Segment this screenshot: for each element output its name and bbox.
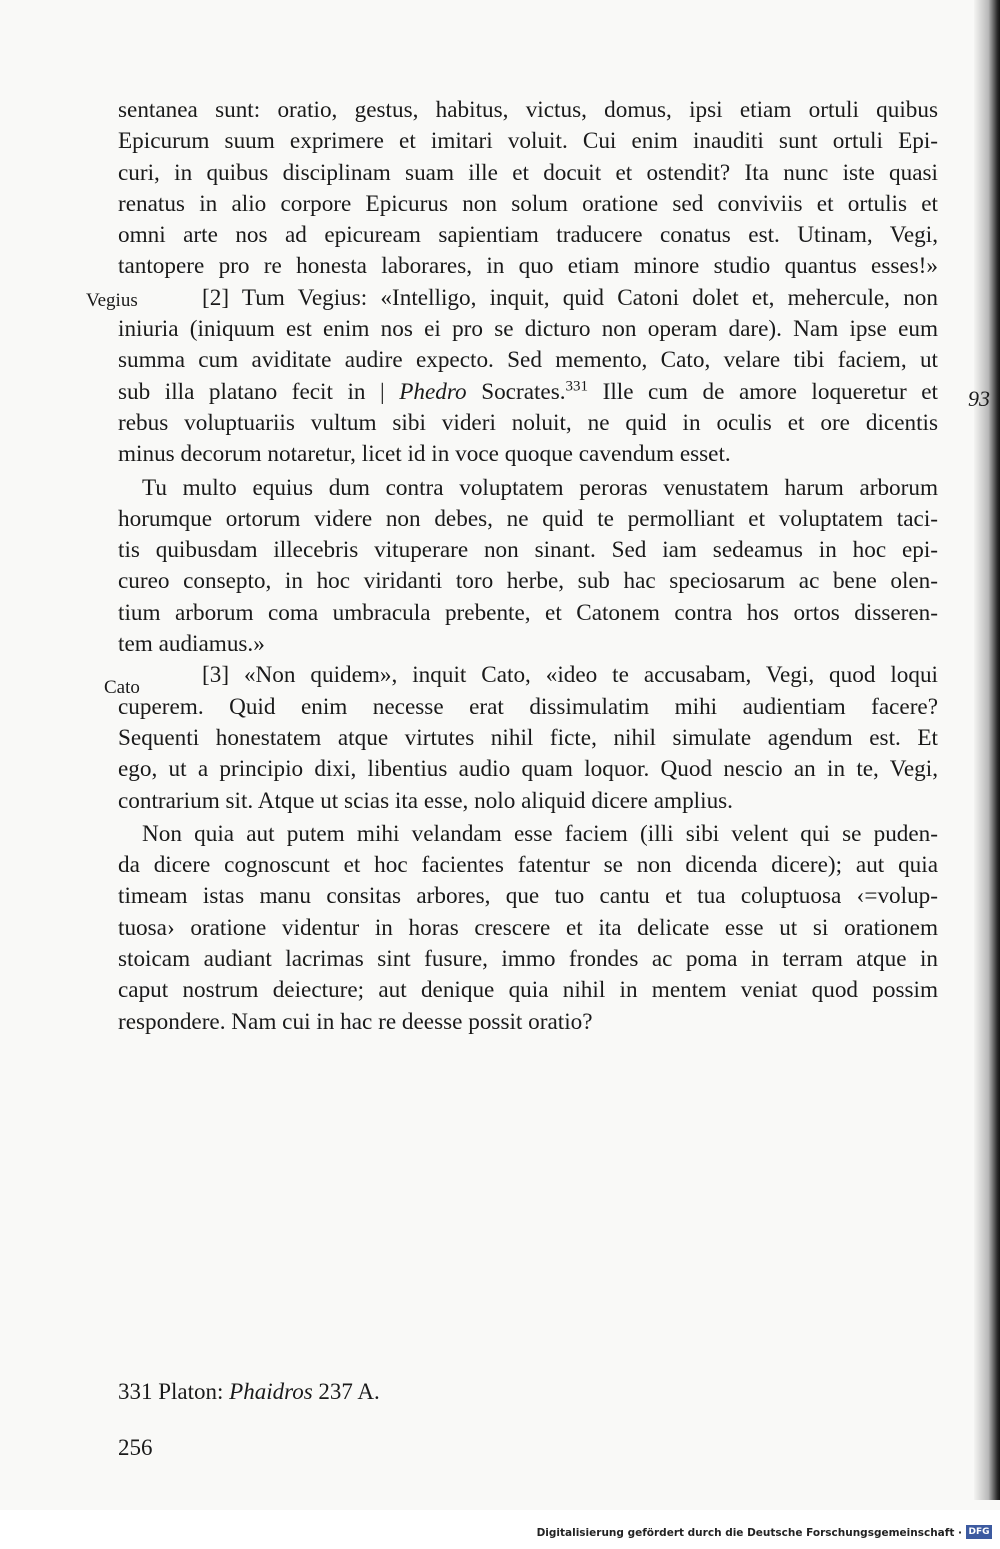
text-line: timeam istas manu consitas arbores, que tuo cantu et tua coluptuosa ‹=volup- — [118, 883, 938, 910]
text-line — [118, 377, 938, 408]
text-line: stoicam audiant lacrimas sint fusure, immo frondes ac poma in terram atque in — [118, 946, 938, 973]
margin-page-number: 93 — [968, 386, 990, 411]
text-line: Non quia aut putem mihi velandam esse faciem (illi sibi velent qui se puden- — [142, 820, 938, 847]
paragraph-1 — [118, 95, 938, 283]
text-line: cuperem. Quid enim necesse erat dissimulatim mihi audientiam facere? — [118, 693, 938, 720]
paragraph-2 — [118, 283, 938, 471]
digitization-credit: Digitalisierung gefördert durch die Deutsche Forschungsgemeinschaft · — [536, 1527, 962, 1539]
footnote — [118, 1379, 380, 1405]
text-line: Sequenti honestatem atque virtutes nihil ficte, nihil simulate agendum est. Et — [118, 724, 938, 751]
text-line: Epicurum suum exprimere et imitari voluit. Cui enim inauditi sunt ortuli Epi- — [118, 128, 938, 155]
main-text — [118, 95, 938, 1038]
text-line: [2] Tum Vegius: «Intelligo, inquit, quid Catoni dolet et, mehercule, non — [202, 284, 938, 311]
text-line: caput nostrum deiecture; aut denique quia nihil in mentem veniat quod possim — [118, 977, 938, 1004]
text-line: omni arte nos ad epicuream sapientiam traducere conatus est. Utinam, Vegi, — [118, 222, 938, 249]
text-line: Tu multo equius dum contra voluptatem peroras venustatem harum arborum — [142, 474, 938, 501]
paragraph-3 — [118, 473, 938, 661]
text-line: tium arborum coma umbracula prebente, et Catonem contra hos ortos disseren- — [118, 599, 938, 626]
text-line: summa cum aviditate audire expecto. Sed memento, Cato, velare tibi faciem, ut — [118, 347, 938, 374]
text-line: horumque ortorum videre non debes, ne quid te permolliant et voluptatem taci- — [118, 505, 938, 532]
page-edge-shadow — [974, 0, 1000, 1500]
speaker-label-vegius: Vegius — [86, 290, 138, 311]
text-line: tuosa› oratione videntur in horas crescere et ita delicate esse ut si orationem — [118, 914, 938, 941]
text-line: curi, in quibus disciplinam suam ille et docuit et ostendit? Ita nunc iste quasi — [118, 159, 938, 186]
text-line: tantopere pro re honesta laborares, in quo etiam minore studio quantus esses!» — [118, 253, 938, 280]
text-fragment: sub illa platano fecit in | — [118, 378, 400, 405]
text-line: contrarium sit. Atque ut scias ita esse, nolo aliquid dicere amplius. — [118, 787, 733, 814]
footnote-ref: 331 — [565, 377, 589, 394]
speaker-label-cato: Cato — [104, 677, 140, 698]
text-line: renatus in alio corpore Epicurus non solum oratione sed conviviis et ortulis et — [118, 190, 938, 217]
text-line: minus decorum notaretur, licet id in voce quoque cavendum esset. — [118, 441, 731, 468]
text-line: tis quibusdam illecebris vituperare non sinant. Sed iam sedeamus in hoc epi- — [118, 537, 938, 564]
text-line: iniuria (iniquum est enim nos ei pro se dicturo non operam dare). Nam ipse eum — [118, 316, 938, 343]
text-fragment: Ille cum de amore loqueretur et — [588, 378, 938, 405]
paragraph-5 — [118, 819, 938, 1038]
footnote-text: 237 A. — [312, 1379, 380, 1404]
text-fragment: Socrates. — [466, 378, 566, 405]
text-line: respondere. Nam cui in hac re deesse possit oratio? — [118, 1008, 593, 1035]
text-line: da dicere cognoscunt et hoc facientes fatentur se non dicenda dicere); aut quia — [118, 852, 938, 879]
text-line: cureo consepto, in hoc viridanti toro herbe, sub hac speciosarum ac bene olen- — [118, 568, 938, 595]
text-line: tem audiamus.» — [118, 631, 265, 658]
text-line: ego, ut a principio dixi, libentius audio quam loquor. Quod nescio an in te, Vegi, — [118, 756, 938, 783]
text-line: sentanea sunt: oratio, gestus, habitus, victus, domus, ipsi etiam ortuli quibus — [118, 97, 938, 123]
italic-title: Phedro — [399, 378, 467, 405]
page-number: 256 — [118, 1435, 153, 1460]
text-line: rebus voluptuariis vultum sibi videri noluit, ne quid in oculis et ore dicentis — [118, 409, 938, 436]
text-line: [3] «Non quidem», inquit Cato, «ideo te accusabam, Vegi, quod loqui — [202, 662, 938, 689]
paragraph-4 — [118, 660, 938, 816]
footnote-text: 331 Platon: — [118, 1379, 230, 1404]
footnote-italic-title: Phaidros — [229, 1379, 313, 1404]
dfg-logo-icon: DFG — [966, 1525, 992, 1539]
